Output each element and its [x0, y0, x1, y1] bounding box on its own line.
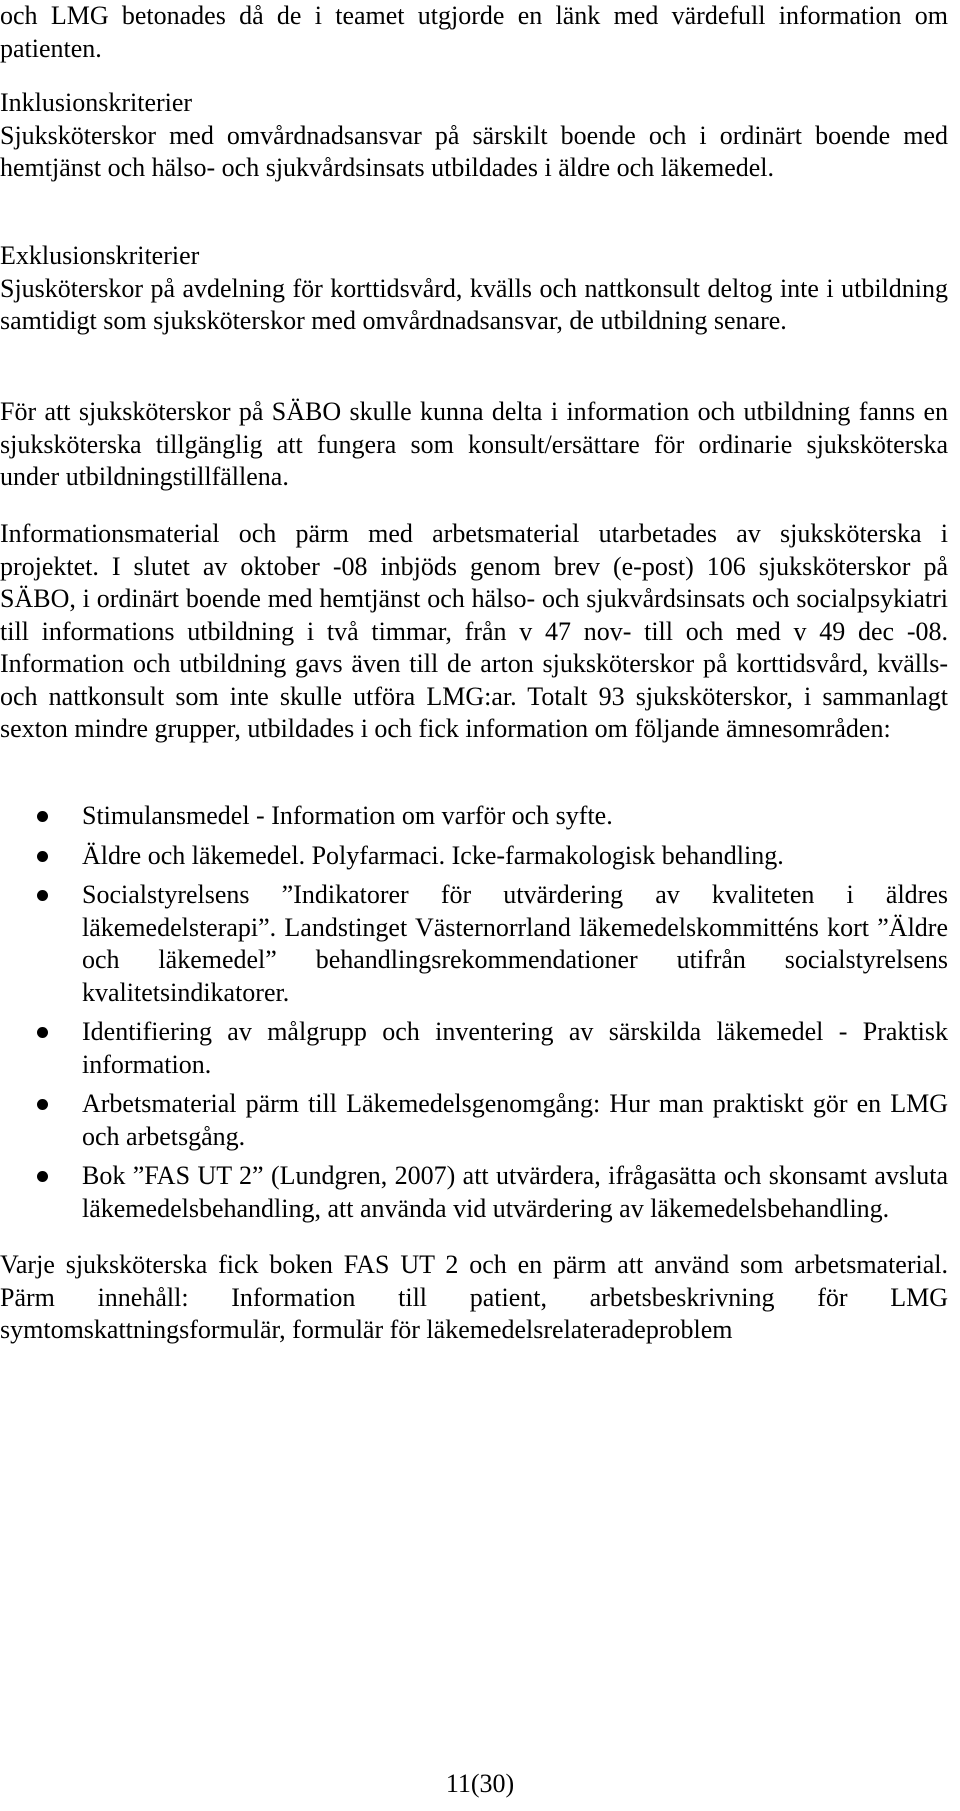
topic-list: [0, 800, 948, 1232]
exclusion-heading: Exklusionskriterier: [0, 241, 200, 270]
bullet-icon: [37, 851, 48, 862]
material-text: Informationsmaterial och pärm med arbetsmaterial utarbetades av sjuksköterska i projektet. I slutet av oktober -08 inbjöds genom brev (e-post) 106 sjuksköterskor på SÄBO, i ordinärt boende med hemtjänst och hälso- och sjukvårdsinsats och socialpsykiatri till informations utbildning i två timmar, från v 47 nov- till och med v 49 dec -08. Information och utbildning gavs även till de arton sjuksköterskor på korttidsvård, kvälls- och nattkonsult som inte skulle utföra LMG:ar. Totalt 93 sjuksköterskor, i sammanlagt sexton mindre grupper, utbildades i och fick information om följande ämnesområden:: [0, 519, 948, 743]
list-item: [0, 1088, 948, 1153]
list-item: [0, 1160, 948, 1225]
list-item-text: Socialstyrelsens ”Indikatorer för utvärdering av kvaliteten i äldres läkemedelsterapi”. Landstinget Västernorrland läkemedelskommitténs kort ”Äldre och läkemedel” behandlingsrekommendationer utifrån socialstyrelsens kvalitetsindikatorer.: [82, 880, 948, 1007]
bullet-icon: [37, 1171, 48, 1182]
inclusion-heading: Inklusionskriterier: [0, 88, 193, 117]
intro-text: och LMG betonades då de i teamet utgjorde en länk med värdefull information om patienten.: [0, 1, 948, 63]
bullet-icon: [37, 1099, 48, 1110]
list-item-text: Identifiering av målgrupp och inventering av särskilda läkemedel - Praktisk information.: [82, 1017, 948, 1079]
sabo-paragraph: [0, 396, 948, 494]
list-item-text: Stimulansmedel - Information om varför och syfte.: [82, 801, 613, 830]
list-item: [0, 1016, 948, 1081]
material-paragraph: [0, 518, 948, 746]
final-paragraph: [0, 1249, 948, 1347]
exclusion-section: [0, 240, 948, 338]
page-number: 11(30): [445, 1769, 515, 1798]
sabo-text: För att sjuksköterskor på SÄBO skulle kunna delta i information och utbildning fanns en sjuksköterska tillgänglig att fungera som konsult/ersättare för ordinarie sjuksköterska under utbildningstillfällena.: [0, 397, 948, 491]
inclusion-section: [0, 87, 948, 185]
final-text: Varje sjuksköterska fick boken FAS UT 2 och en pärm att använd som arbetsmaterial. Pärm innehåll: Information till patient, arbetsbeskrivning för LMG symtomskattningsformulär, formulär för läkemedelsrelateradeproblem: [0, 1250, 948, 1344]
bullet-icon: [37, 811, 48, 822]
list-item: [0, 840, 948, 873]
list-item-text: Äldre och läkemedel. Polyfarmaci. Icke-farmakologisk behandling.: [82, 840, 784, 870]
inclusion-text: Sjuksköterskor med omvårdnadsansvar på särskilt boende och i ordinärt boende med hemtjänst och hälso- och sjukvårdsinsats utbildades i äldre och läkemedel.: [0, 120, 948, 182]
intro-paragraph: [0, 0, 948, 65]
list-item: [0, 879, 948, 1009]
list-item-text: Bok ”FAS UT 2” (Lundgren, 2007) att utvärdera, ifrågasätta och skonsamt avsluta läkemedelsbehandling, att använda vid utvärdering av läkemedelsbehandling.: [82, 1161, 948, 1223]
exclusion-text: Sjusköterskor på avdelning för korttidsvård, kvälls och nattkonsult deltog inte i utbildning samtidigt som sjuksköterskor med omvårdnadsansvar, de utbildning senare.: [0, 273, 948, 335]
list-item: [0, 800, 948, 833]
bullet-icon: [37, 1027, 48, 1038]
list-item-text: Arbetsmaterial pärm till Läkemedelsgenomgång: Hur man praktiskt gör en LMG och arbetsgång.: [82, 1089, 948, 1151]
bullet-icon: [37, 890, 48, 901]
